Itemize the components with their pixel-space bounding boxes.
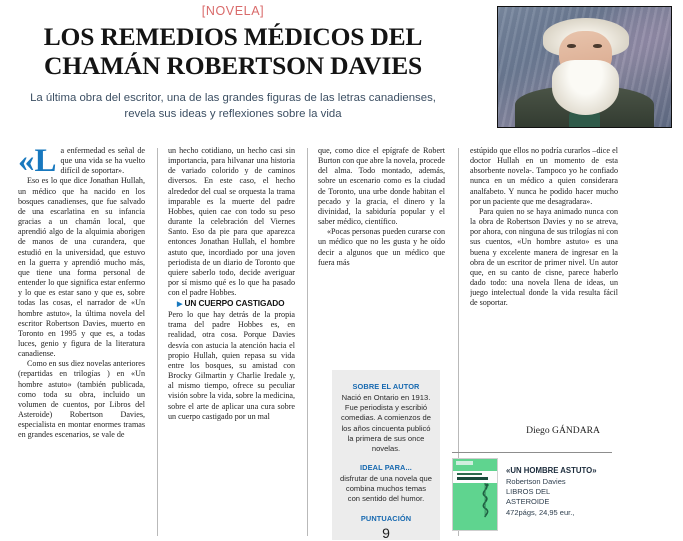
page-title: LOS REMEDIOS MÉDICOS DEL CHAMÁN ROBERTSON DAVIES [43, 22, 423, 81]
rating-heading: PUNTUACIÓN [360, 513, 412, 523]
paragraph: Pero lo que hay detrás de la propia trama del padre Hobbes es, en realidad, otra cosa. Porque Davies desvía con astucia la atención hacia el propio Hullah, quien repasa su vida entre los bosques, su amistad con Brocky Gilmartin y Charlie Iredale y, al mismo tiempo, ofrece su peculiar visión sobre la vida, sobre la medicina, sobre el arte de aplicar una cura sobre un cuerpo castigado por un mal [168, 310, 295, 421]
book-inner [452, 458, 597, 531]
paragraph: Como en sus diez novelas anteriores (repartidas en trilogías ) en «Un hombre astuto» (también publicada, como toda su obra, incluido un volumen de cuentos, por Libros del Asteroide) Robertson Davies, especialista en montar enormes tramas en grandes escenarios, se vale de [18, 359, 145, 440]
about-author-text: Nació en Ontario en 1913. Fue periodista y escribió comedias. A comienzos de los años cincuenta publicó la primera de sus once novelas. [341, 393, 431, 453]
spacer [339, 454, 433, 463]
about-author-heading: SOBRE EL AUTOR [352, 382, 420, 391]
rating-value: 9 [382, 524, 390, 541]
paragraph: un hecho cotidiano, un hecho casi sin importancia, para hilvanar una historia de variado colorido y de caminos diversos. En este caso, el hecho alrededor del cual se orquesta la trama imparable es la muerte del padre Hobbes, quien cae con todo su peso durante la celebración del Viernes Santo. Eso da pie para que aparezca entonces Jonathan Hullah, el hombre astuto que, incordiado por una joven periodista de un diario de Toronto que quiere saberlo todo, decide averiguar por sí mismo qué es lo que ha pasado con el padre Hobbes. [168, 146, 295, 298]
paragraph: que, como dice el epígrafe de Robert Burton con que abre la novela, procede del alma. Todo montado, además, sobre un escenario como es la ciudad de Toronto, una urbe donde habitan el pecado y la gracia, el dinero y la divinidad, la sabiduría popular y el saber médico, científico. [318, 146, 445, 227]
cover-top-tag [456, 461, 474, 465]
portrait-beard [552, 60, 619, 115]
text-column-2 [168, 146, 295, 538]
article-header [0, 0, 683, 140]
article-byline: Diego GÁNDARA [526, 425, 600, 436]
book-publisher-line-1: LIBROS DEL [506, 487, 551, 497]
article-standfirst: La última obra del escritor, una de las grandes figuras de las letras canadienses, revela sus ideas y reflexiones sobre la vida [30, 92, 436, 121]
drop-cap: «L [18, 146, 57, 179]
paragraph: Para quien no se haya animado nunca con la obra de Robertson Davies y no se atreva, por ahora, con ninguna de sus trilogías ni con sus cuentos, «Un hombre astuto» es una buena y excelente manera de ingresar en la obra de un escritor de primer nivel. Un autor que, en su canto de cisne, parece haberlo dado todo: una novela llena de ideas, un juego intelectual donde la vida resulta fácil de soportar. [470, 206, 618, 308]
paragraph: estúpido que ellos no podría curarlos –dice el doctor Hullah en un momento de esta absorbente novela-. Tampoco yo he confiado nunca en un médico a quien considerara analfabeto. Y nunca he podido hacer mucho por un paciente que me desagradara». [470, 146, 618, 206]
subhead-label: UN CUERPO CASTIGADO [184, 298, 285, 309]
paragraph-text: a enfermedad es señal de que una vida se ha vuelto difícil de soportar». [60, 146, 145, 176]
column-rule [157, 148, 158, 536]
column-rule [307, 148, 308, 536]
ideal-for-heading: IDEAL PARA... [360, 463, 412, 473]
paragraph [18, 146, 145, 179]
portrait-eye-left [567, 44, 576, 48]
ideal-for-text: disfrutar de una novela que combina muchos temas con sentido del humor. [339, 474, 433, 504]
book-cover-image [452, 458, 498, 531]
paragraph: «Pocas personas pueden curarse con un médico que no les gusta y he oído decir a algunos que un médico que fuera más [318, 227, 445, 267]
about-info-box [332, 370, 440, 540]
book-publisher-line-2: ASTEROIDE [506, 497, 550, 507]
author-portrait-photo [497, 6, 672, 128]
book-title: «UN HOMBRE ASTUTO» [506, 466, 597, 475]
divider [452, 452, 612, 453]
portrait-eye-right [593, 44, 602, 48]
text-column-1 [18, 146, 145, 538]
section-subhead [168, 298, 295, 310]
book-details: 472págs, 24,95 eur., [506, 507, 575, 517]
spacer [339, 505, 433, 514]
paragraph: Eso es lo que dice Jonathan Hullah, un médico que ha nacido en los bosques canadienses, que fue salvado de una escarlatina en su infancia gracias a un chamán local, que aprendió algo de la alquimia aborigen de manos de una curandera, que estudió en la universidad, que estuvo en la guerra y aprendió mucho más, que tiene una forma personal de entender lo que significa estar enfermo y lo que es estar sano y que es, sobre todas las cosas, el narrador de «Un hombre astuto», la última novela del escritor Robertson Davies, muerto en Toronto en 1995 y que es, a todas luces, genio y figura de la literatura canadiense. [18, 176, 145, 359]
book-metadata [506, 458, 597, 531]
headline-block [18, 4, 448, 123]
caduceus-snake-icon [475, 472, 495, 527]
book-reference-box [452, 452, 662, 538]
section-kicker: [NOVELA] [201, 4, 265, 18]
subhead-marker-icon: ▶ [177, 301, 183, 309]
book-author: Robertson Davies [506, 476, 566, 486]
